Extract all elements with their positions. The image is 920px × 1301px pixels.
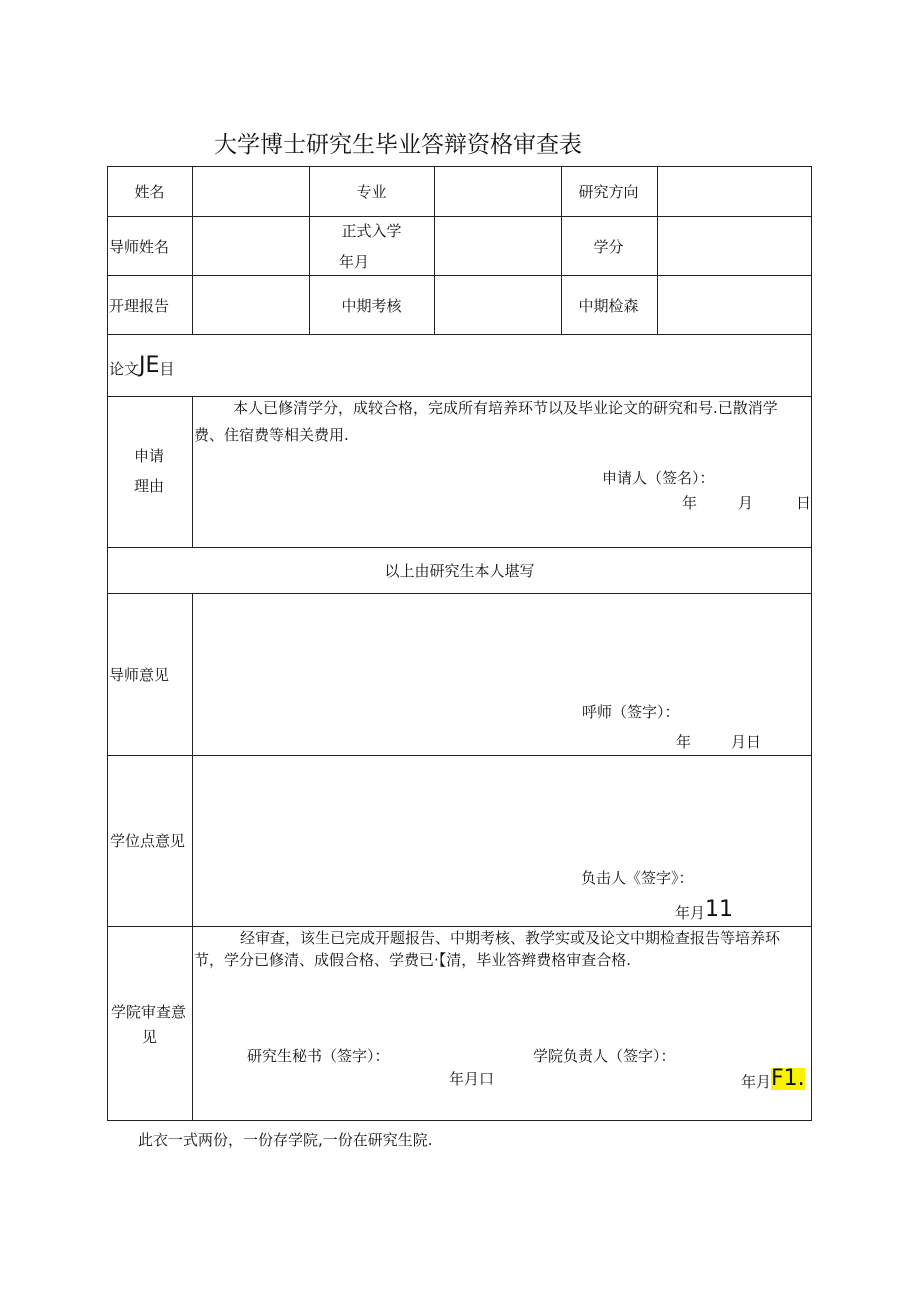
degree-point-date-prefix: 年月	[675, 904, 706, 922]
footnote: 此衣一式两份，一份存学院,一份在研究生院.	[138, 1131, 433, 1149]
college-head-date-suffix: F1.	[771, 1066, 805, 1091]
advisor-name-label: 导师姓名	[109, 238, 170, 256]
degree-point-signature-label: 负击人《签字》：	[581, 869, 694, 887]
application-reason-label-line2: 理由	[134, 477, 165, 495]
application-reason-label-line1: 申请	[134, 447, 165, 465]
thesis-title-label-part3: 目	[159, 360, 175, 378]
advisor-date-monthday: 月日	[731, 733, 762, 751]
col-divider	[192, 593, 193, 1121]
college-head-date	[741, 1068, 805, 1090]
application-date-day: 日	[796, 494, 812, 512]
college-review-label-line2: 见	[142, 1028, 158, 1046]
research-direction-label: 研究方向	[578, 183, 639, 201]
row-divider	[108, 593, 811, 594]
applicant-signature-label: 申请人（签名）：	[602, 469, 715, 487]
row-divider	[108, 547, 811, 548]
major-label: 专业	[356, 183, 387, 201]
application-date-year: 年	[682, 494, 698, 512]
advisor-date-year: 年	[676, 733, 692, 751]
midterm-check-label: 中期检森	[578, 297, 639, 315]
degree-point-date-suffix: 11	[705, 897, 734, 922]
degree-point-date	[675, 899, 733, 921]
college-review-label-line1: 学院审查意	[111, 1003, 187, 1021]
col-divider	[657, 167, 658, 334]
name-label: 姓名	[134, 183, 165, 201]
enrollment-date-label-line2: 年月	[339, 253, 370, 271]
college-review-text-line1: 经审查，该生已完成开题报告、中期考核、教学实或及论文中期检查报告等培养环	[240, 929, 781, 947]
self-fill-note: 以上由研究生本人堪写	[384, 562, 535, 580]
application-text-line2: 费、住宿费等相关费用.	[194, 426, 349, 444]
application-date-month: 月	[738, 494, 754, 512]
review-form-table	[107, 166, 812, 1121]
thesis-title-label	[109, 355, 174, 377]
thesis-title-label-part2: JE	[139, 353, 160, 378]
secretary-signature-label: 研究生秘书（签字）：	[247, 1047, 390, 1065]
row-divider	[108, 755, 811, 756]
application-text-line1: 本人已修清学分，成较合格，完成所有培养环节以及毕业论文的研究和号.已散消学	[233, 399, 778, 417]
page-title: 大学博士研究生毕业答辩资格审查表	[214, 132, 582, 158]
college-head-date-prefix: 年月	[741, 1073, 772, 1091]
degree-point-opinion-label: 学位点意见	[110, 832, 186, 850]
thesis-title-label-part1: 论文	[109, 360, 140, 378]
advisor-opinion-label: 导师意见	[109, 666, 170, 684]
col-divider	[192, 396, 193, 547]
row-divider	[108, 216, 811, 217]
row-divider	[108, 396, 811, 397]
enrollment-date-label-line1: 正式入学	[341, 222, 402, 240]
advisor-signature-label: 呼师（签字）：	[582, 703, 680, 721]
row-divider	[108, 275, 811, 276]
row-divider	[108, 334, 811, 335]
college-head-signature-label: 学院负责人（签字）：	[533, 1047, 676, 1065]
proposal-report-label: 开理报告	[109, 297, 170, 315]
midterm-assessment-label: 中期考核	[341, 297, 402, 315]
credits-label: 学分	[593, 238, 624, 256]
col-divider	[192, 167, 193, 334]
secretary-date: 年月口	[449, 1070, 495, 1088]
college-review-text-line2: 节，学分已修清、成假合格、学费已·【清，毕业答辫费格审查合格.	[194, 951, 632, 969]
row-divider	[108, 926, 811, 927]
